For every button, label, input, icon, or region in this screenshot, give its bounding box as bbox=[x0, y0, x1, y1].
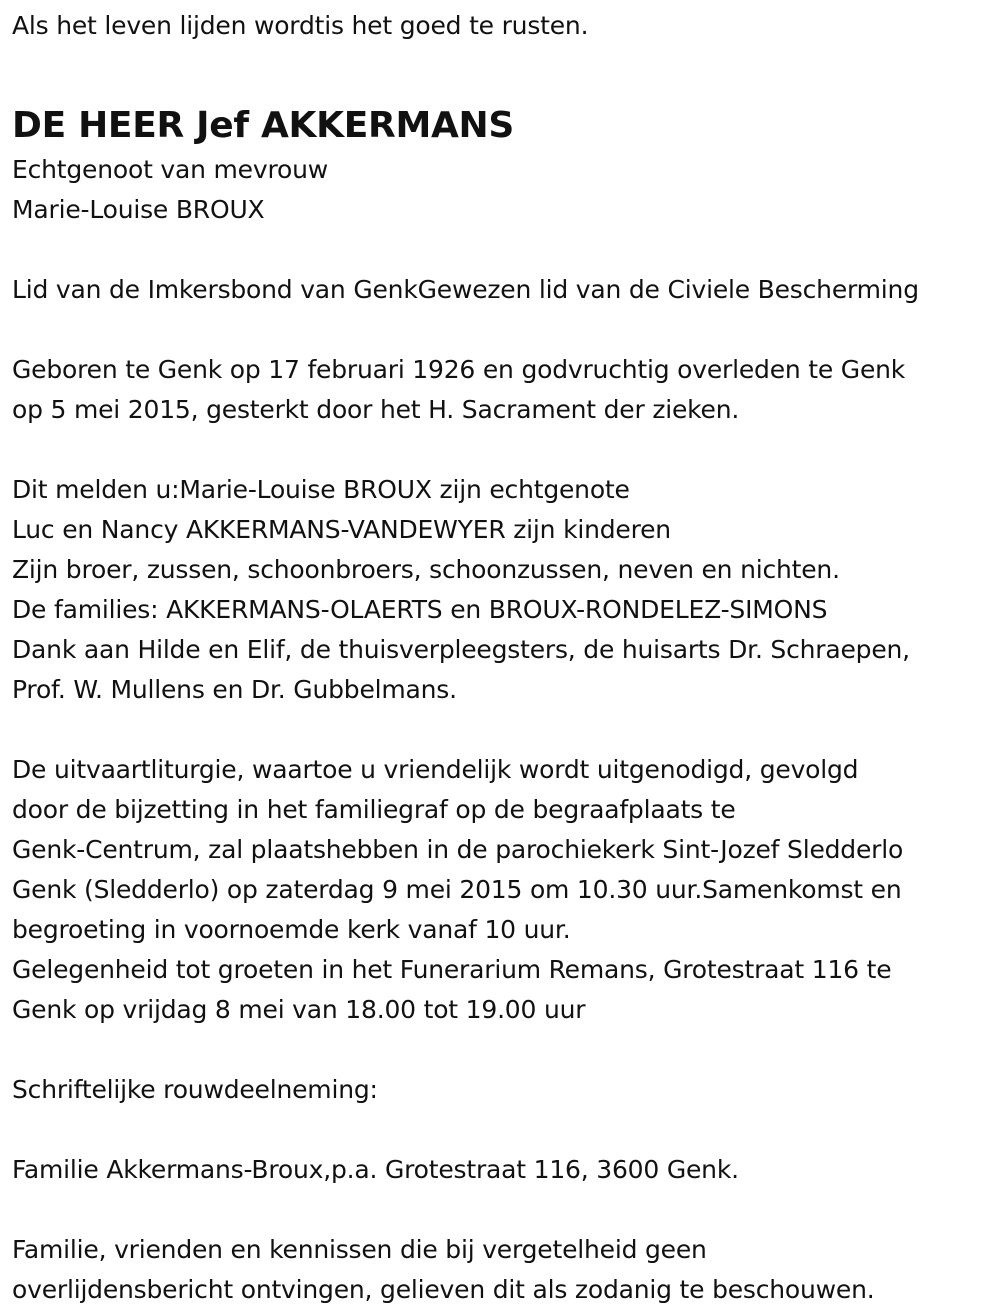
funeral-line: Genk op vrijdag 8 mei van 18.00 tot 19.00 uur bbox=[12, 995, 586, 1024]
spacer bbox=[12, 230, 988, 270]
membership-block bbox=[12, 270, 988, 310]
spacer bbox=[12, 1030, 988, 1070]
funeral-line: De uitvaartliturgie, waartoe u vriendelijk wordt uitgenodigd, gevolgd bbox=[12, 755, 859, 784]
condolence-heading: Schriftelijke rouwdeelneming: bbox=[12, 1075, 378, 1104]
spacer bbox=[12, 710, 988, 750]
membership-line: Lid van de Imkersbond van GenkGewezen lid van de Civiele Bescherming bbox=[12, 275, 919, 304]
announcer-line: Zijn broer, zussen, schoonbroers, schoonzussen, neven en nichten. bbox=[12, 555, 840, 584]
announcer-line: Luc en Nancy AKKERMANS-VANDEWYER zijn kinderen bbox=[12, 515, 671, 544]
announcer-line: De families: AKKERMANS-OLAERTS en BROUX-RONDELEZ-SIMONS bbox=[12, 595, 828, 624]
announcer-line: Dank aan Hilde en Elif, de thuisverpleegsters, de huisarts Dr. Schraepen, bbox=[12, 635, 910, 664]
spouse-line: Echtgenoot van mevrouw bbox=[12, 155, 328, 184]
spacer bbox=[12, 310, 988, 350]
spacer bbox=[12, 1190, 988, 1230]
funeral-line: begroeting in voornoemde kerk vanaf 10 uur. bbox=[12, 915, 571, 944]
funeral-block bbox=[12, 750, 988, 1030]
birth-death-line: op 5 mei 2015, gesterkt door het H. Sacrament der zieken. bbox=[12, 395, 740, 424]
closing-line: overlijdensbericht ontvingen, gelieven dit als zodanig te beschouwen. bbox=[12, 1275, 875, 1304]
closing-line: Familie, vrienden en kennissen die bij vergetelheid geen bbox=[12, 1235, 707, 1264]
announcer-line: Dit melden u:Marie-Louise BROUX zijn echtgenote bbox=[12, 475, 630, 504]
funeral-line: Genk-Centrum, zal plaatshebben in de parochiekerk Sint-Jozef Sledderlo bbox=[12, 835, 904, 864]
motto: Als het leven lijden wordtis het goed te rusten. bbox=[12, 11, 589, 40]
announcers-block bbox=[12, 470, 988, 710]
spacer bbox=[12, 430, 988, 470]
funeral-line: Gelegenheid tot groeten in het Funerarium Remans, Grotestraat 116 te bbox=[12, 955, 892, 984]
obituary-document bbox=[12, 6, 988, 1310]
closing-block bbox=[12, 1230, 988, 1310]
spouse-block bbox=[12, 150, 988, 230]
birth-death-line: Geboren te Genk op 17 februari 1926 en godvruchtig overleden te Genk bbox=[12, 355, 906, 384]
birth-death-block bbox=[12, 350, 988, 430]
spouse-name: Marie-Louise BROUX bbox=[12, 195, 265, 224]
deceased-name-title: DE HEER Jef AKKERMANS bbox=[12, 105, 514, 146]
condolence-address: Familie Akkermans-Broux,p.a. Grotestraat 116, 3600 Genk. bbox=[12, 1155, 739, 1184]
spacer bbox=[12, 1110, 988, 1150]
announcer-line: Prof. W. Mullens en Dr. Gubbelmans. bbox=[12, 675, 457, 704]
funeral-line: door de bijzetting in het familiegraf op de begraafplaats te bbox=[12, 795, 736, 824]
funeral-line: Genk (Sledderlo) op zaterdag 9 mei 2015 om 10.30 uur.Samenkomst en bbox=[12, 875, 902, 904]
